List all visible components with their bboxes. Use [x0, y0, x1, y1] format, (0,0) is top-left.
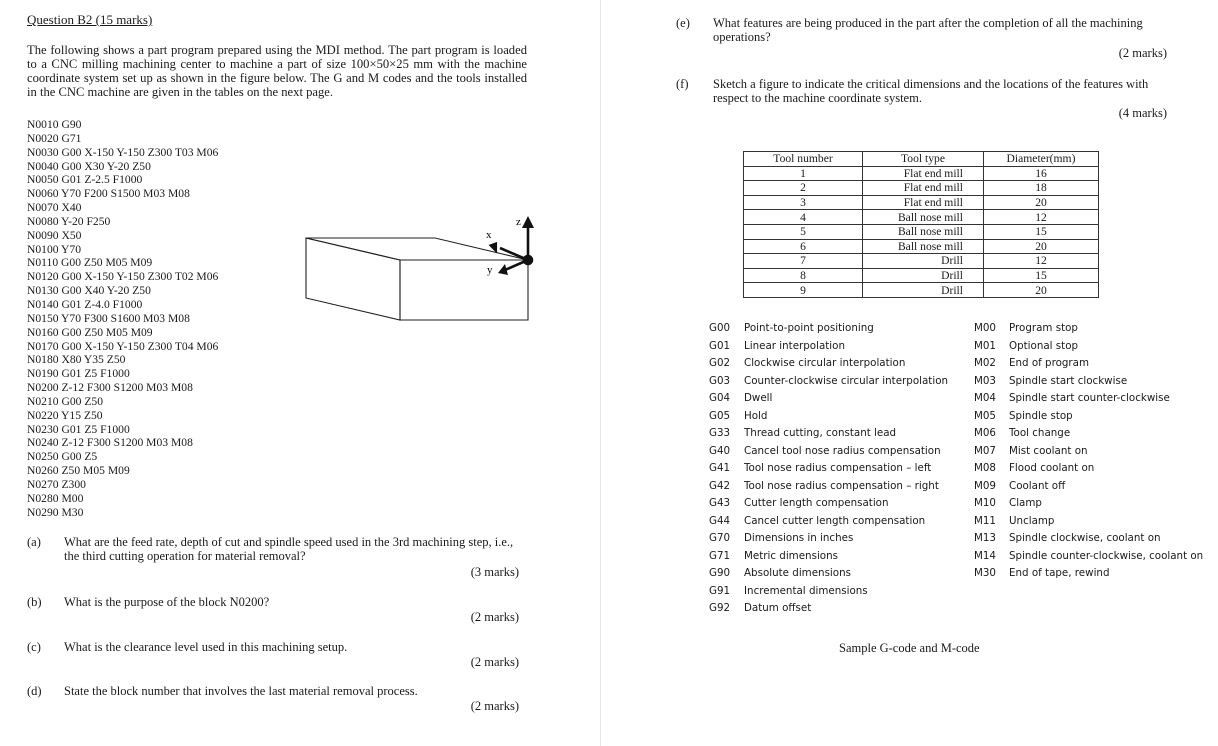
m-code-item: [974, 548, 1203, 566]
axis-label-x: x: [486, 229, 492, 241]
code-key: G04: [709, 392, 731, 404]
program-block: N0080 Y-20 F250: [27, 214, 111, 228]
m-code-item: [974, 408, 1203, 426]
code-description: Coolant off: [1009, 479, 1066, 492]
table-cell: 4: [744, 210, 863, 225]
program-block: N0190 G01 Z5 F1000: [27, 367, 130, 381]
table-cell: 20: [984, 239, 1099, 254]
code-description: Program stop: [1009, 322, 1078, 334]
column-header: Diameter(mm): [984, 152, 1099, 167]
axis-label-z: z: [516, 216, 521, 228]
tool-table-header: [744, 152, 1099, 167]
m-code-list: [974, 320, 1203, 583]
g-code-item: [709, 355, 948, 373]
program-block: N0280 M00: [27, 491, 84, 505]
code-description: Datum offset: [744, 602, 812, 614]
table-cell: Flat end mill: [863, 166, 984, 181]
code-description: Incremental dimensions: [744, 584, 868, 597]
program-block: N0010 G90: [27, 118, 82, 131]
code-key: M05: [974, 409, 996, 422]
table-cell: Flat end mill: [863, 195, 984, 210]
code-description: Spindle start counter-clockwise: [1009, 392, 1170, 404]
g-code-item: [709, 390, 948, 408]
g-code-item: [709, 495, 948, 513]
question-text: What features are being produced in the part after the completion of all the machining operations?: [713, 16, 1143, 44]
m-code-item: [974, 320, 1203, 338]
code-key: G90: [709, 567, 731, 579]
g-code-item: [709, 565, 948, 583]
tool-table: [743, 151, 1099, 298]
code-key: M09: [974, 479, 996, 492]
table-row: [744, 283, 1099, 298]
column-header: Tool number: [744, 152, 863, 167]
table-cell: 6: [744, 239, 863, 254]
question-text: What are the feed rate, depth of cut and spindle speed used in the 3rd machining step, i.e., the third cutting operation for material removal?: [64, 535, 514, 563]
program-block: N0260 Z50 M05 M09: [27, 464, 130, 478]
table-cell: 3: [744, 195, 863, 210]
code-description: Absolute dimensions: [744, 567, 851, 579]
program-block: N0250 G00 Z5: [27, 450, 98, 464]
g-code-item: [709, 548, 948, 566]
table-caption: Sample G-code and M-code: [839, 641, 980, 655]
m-code-item: [974, 460, 1203, 478]
m-code-item: [974, 373, 1203, 391]
code-description: Dwell: [744, 392, 773, 404]
program-block: N0240 Z-12 F300 S1200 M03 M08: [27, 436, 193, 450]
code-description: Tool nose radius compensation – left: [744, 462, 932, 474]
table-cell: Drill: [863, 268, 984, 283]
code-key: G05: [709, 409, 731, 422]
g-code-item: [709, 408, 948, 426]
question-intro: The following shows a part program prepared using the MDI method. The part program is loaded to a CNC milling machining center to machine a part of size 100×50×25 mm with the machine coordinate system set up as shown in the figure below. The G and M codes and the tools installed in the CNC machine are given in the tables on the next page.: [27, 43, 527, 99]
code-description: Spindle stop: [1009, 409, 1073, 422]
workpiece-figure: [300, 210, 550, 325]
code-key: G02: [709, 357, 731, 369]
table-cell: 15: [984, 224, 1099, 239]
code-key: G42: [709, 479, 731, 492]
code-description: Clockwise circular interpolation: [744, 357, 906, 369]
g-code-item: [709, 425, 948, 443]
code-key: G33: [709, 427, 731, 439]
code-description: Dimensions in inches: [744, 532, 854, 544]
code-key: G44: [709, 514, 731, 527]
code-key: M30: [974, 567, 996, 579]
code-description: Mist coolant on: [1009, 444, 1088, 457]
code-description: Hold: [744, 409, 768, 422]
code-description: Tool nose radius compensation – right: [744, 479, 939, 492]
m-code-item: [974, 443, 1203, 461]
program-block: N0150 Y70 F300 S1600 M03 M08: [27, 311, 190, 325]
table-cell: Drill: [863, 254, 984, 269]
code-key: G01: [709, 339, 731, 352]
table-cell: 9: [744, 283, 863, 298]
program-block: N0220 Y15 Z50: [27, 408, 103, 422]
code-key: M03: [974, 374, 996, 387]
table-row: [744, 268, 1099, 283]
m-code-item: [974, 338, 1203, 356]
m-code-item: [974, 355, 1203, 373]
question-label: (f): [676, 77, 689, 91]
question-label: (e): [676, 16, 690, 30]
code-key: G41: [709, 462, 731, 474]
code-key: G92: [709, 602, 731, 614]
g-code-item: [709, 478, 948, 496]
table-cell: 16: [984, 166, 1099, 181]
program-block: N0090 X50: [27, 228, 82, 242]
program-block: N0210 G00 Z50: [27, 394, 103, 408]
table-cell: Ball nose mill: [863, 210, 984, 225]
question-label: (b): [27, 595, 42, 609]
code-description: Cancel cutter length compensation: [744, 514, 926, 527]
table-cell: 12: [984, 254, 1099, 269]
code-key: M14: [974, 549, 996, 562]
table-cell: 2: [744, 181, 863, 196]
g-code-item: [709, 443, 948, 461]
code-description: End of tape, rewind: [1009, 567, 1110, 579]
g-code-item: [709, 530, 948, 548]
code-description: Metric dimensions: [744, 549, 838, 562]
code-description: End of program: [1009, 357, 1089, 369]
code-description: Counter-clockwise circular interpolation: [744, 374, 949, 387]
table-row: [744, 254, 1099, 269]
table-row: [744, 210, 1099, 225]
code-description: Point-to-point positioning: [744, 322, 874, 334]
table-row: [744, 239, 1099, 254]
g-code-item: [709, 583, 948, 601]
table-row: [744, 224, 1099, 239]
code-key: G00: [709, 322, 731, 334]
m-code-item: [974, 530, 1203, 548]
program-block: N0180 X80 Y35 Z50: [27, 353, 126, 367]
question-text: What is the clearance level used in this machining setup.: [64, 640, 348, 654]
table-cell: 15: [984, 268, 1099, 283]
code-key: M08: [974, 462, 996, 474]
code-description: Thread cutting, constant lead: [744, 427, 897, 439]
table-cell: Ball nose mill: [863, 239, 984, 254]
part-program-listing: [27, 118, 218, 519]
code-key: G70: [709, 532, 731, 544]
table-row: [744, 166, 1099, 181]
code-key: M06: [974, 427, 996, 439]
left-page: [0, 0, 600, 746]
m-code-item: [974, 565, 1203, 583]
question-label: (c): [27, 640, 41, 654]
code-description: Spindle start clockwise: [1009, 374, 1128, 387]
code-key: M01: [974, 339, 996, 352]
code-description: Spindle counter-clockwise, coolant on: [1009, 549, 1204, 562]
code-description: Unclamp: [1009, 514, 1055, 527]
program-block: N0160 G00 Z50 M05 M09: [27, 325, 153, 339]
code-description: Optional stop: [1009, 339, 1079, 352]
m-code-item: [974, 513, 1203, 531]
table-cell: Ball nose mill: [863, 224, 984, 239]
g-code-item: [709, 513, 948, 531]
code-key: M11: [974, 514, 996, 527]
table-cell: Flat end mill: [863, 181, 984, 196]
table-cell: Drill: [863, 283, 984, 298]
code-key: G91: [709, 584, 731, 597]
table-row: [744, 195, 1099, 210]
question-marks: (2 marks): [1118, 46, 1167, 60]
g-code-item: [709, 600, 948, 618]
table-cell: 1: [744, 166, 863, 181]
program-block: N0060 Y70 F200 S1500 M03 M08: [27, 187, 190, 201]
question-marks: (3 marks): [470, 565, 519, 579]
axis-label-y: y: [487, 264, 493, 276]
program-block: N0200 Z-12 F300 S1200 M03 M08: [27, 381, 193, 395]
program-block: N0140 G01 Z-4.0 F1000: [27, 297, 143, 311]
code-description: Flood coolant on: [1009, 462, 1095, 474]
code-key: M13: [974, 532, 996, 544]
question-text: Sketch a figure to indicate the critical dimensions and the locations of the features with respect to the machine coordinate system.: [713, 77, 1149, 105]
program-block: N0030 G00 X-150 Y-150 Z300 T03 M06: [27, 145, 219, 159]
question-label: (d): [27, 684, 42, 698]
code-description: Tool change: [1009, 427, 1071, 439]
program-block: N0230 G01 Z5 F1000: [27, 422, 130, 436]
table-cell: 20: [984, 283, 1099, 298]
table-cell: 18: [984, 181, 1099, 196]
g-code-list: [709, 320, 948, 618]
program-block: N0040 G00 X30 Y-20 Z50: [27, 159, 151, 173]
question-label: (a): [27, 535, 41, 549]
code-key: M02: [974, 357, 996, 369]
code-key: M07: [974, 444, 996, 457]
table-cell: 12: [984, 210, 1099, 225]
question-text: State the block number that involves the last material removal process.: [64, 684, 418, 698]
table-cell: 20: [984, 195, 1099, 210]
question-marks: (4 marks): [1118, 106, 1167, 120]
program-block: N0050 G01 Z-2.5 F1000: [27, 173, 143, 187]
program-block: N0130 G00 X40 Y-20 Z50: [27, 284, 151, 298]
m-code-item: [974, 478, 1203, 496]
program-block: N0170 G00 X-150 Y-150 Z300 T04 M06: [27, 339, 219, 353]
question-marks: (2 marks): [470, 610, 519, 624]
program-block: N0120 G00 X-150 Y-150 Z300 T02 M06: [27, 270, 219, 284]
column-header: Tool type: [863, 152, 984, 167]
right-page: [600, 0, 1218, 746]
code-key: G40: [709, 444, 731, 457]
code-description: Cutter length compensation: [744, 497, 889, 509]
program-block: N0290 M30: [27, 505, 84, 519]
g-code-item: [709, 338, 948, 356]
question-title: Question B2 (15 marks): [27, 12, 153, 27]
code-description: Clamp: [1009, 497, 1042, 509]
code-description: Cancel tool nose radius compensation: [744, 444, 941, 457]
question-marks: (2 marks): [470, 655, 519, 669]
code-key: M10: [974, 497, 996, 509]
program-block: N0110 G00 Z50 M05 M09: [27, 256, 153, 270]
code-description: Spindle clockwise, coolant on: [1009, 532, 1161, 544]
m-code-item: [974, 390, 1203, 408]
question-text: What is the purpose of the block N0200?: [64, 595, 270, 609]
table-cell: 7: [744, 254, 863, 269]
program-block: N0020 G71: [27, 131, 82, 145]
table-cell: 5: [744, 224, 863, 239]
g-code-item: [709, 460, 948, 478]
code-description: Linear interpolation: [744, 339, 845, 352]
code-key: M04: [974, 392, 996, 404]
code-key: G03: [709, 374, 731, 387]
table-cell: 8: [744, 268, 863, 283]
code-key: G71: [709, 549, 731, 562]
block-side-face: [306, 238, 400, 320]
code-key: M00: [974, 322, 996, 334]
code-key: G43: [709, 497, 731, 509]
g-code-item: [709, 320, 948, 338]
m-code-item: [974, 425, 1203, 443]
m-code-item: [974, 495, 1203, 513]
g-code-item: [709, 373, 948, 391]
program-block: N0070 X40: [27, 201, 82, 215]
program-block: N0270 Z300: [27, 477, 86, 491]
program-block: N0100 Y70: [27, 242, 81, 256]
table-row: [744, 181, 1099, 196]
question-marks: (2 marks): [470, 699, 519, 713]
